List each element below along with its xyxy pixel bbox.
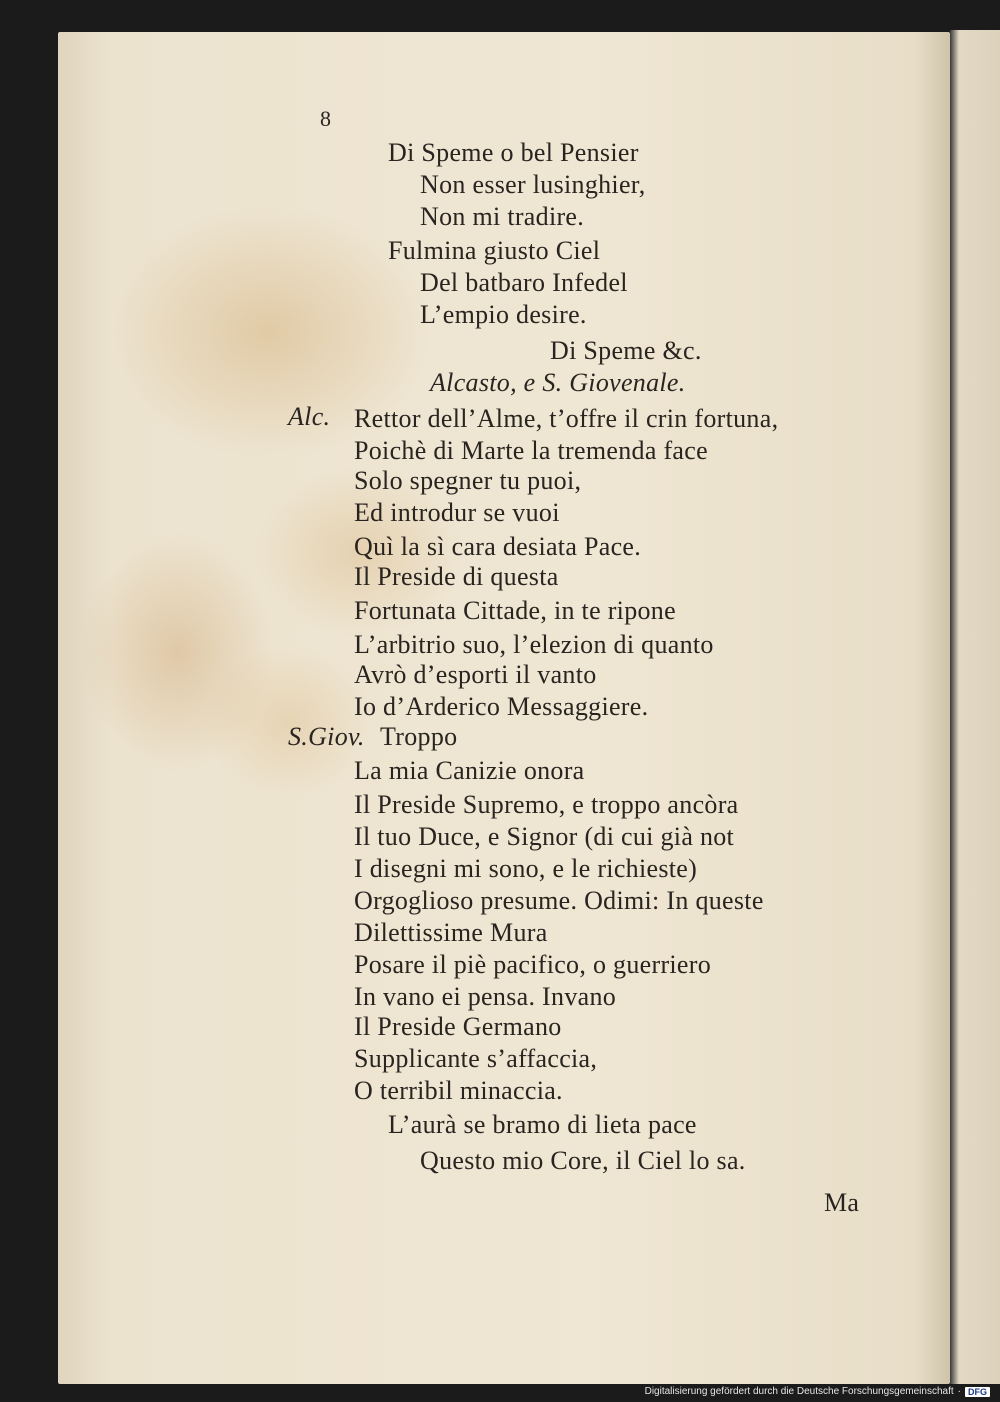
verse-line-21: Il Preside Supremo, e troppo ancòra [354,790,739,819]
verse-line-28: Il Preside Germano [354,1012,562,1041]
dfg-logo-icon: DFG [965,1387,990,1397]
credit-separator: · [957,1386,961,1397]
speaker-label: S.Giov. [288,722,365,751]
verse-line-10: Poichè di Marte la tremenda face [354,436,708,465]
digitization-credit [645,1386,990,1397]
verse-line-3: Non mi tradire. [420,202,585,231]
verse-line-14: Il Preside di questa [354,562,559,591]
scene-heading: Alcasto, e S. Giovenale. [430,368,686,397]
verse-line-7: Di Speme &c. [550,336,702,365]
verse-line-1: Di Speme o bel Pensier [388,138,639,167]
verse-line-19: Troppo [380,722,458,751]
verse-line-9: Rettor dell’Alme, t’offre il crin fortuna, [354,404,779,433]
verse-line-25: Dilettissime Mura [354,918,548,947]
verse-line-13: Quì la sì cara desiata Pace. [354,532,642,561]
verse-line-29: Supplicante s’affaccia, [354,1044,598,1073]
catchword: Ma [824,1188,860,1217]
verse-line-4: Fulmina giusto Ciel [388,236,601,265]
verse-line-11: Solo spegner tu puoi, [354,466,582,495]
verse-line-32: Questo mio Core, il Ciel lo sa. [420,1146,746,1175]
speaker-label: Alc. [288,402,331,431]
verse-line-26: Posare il piè pacifico, o guerriero [354,950,712,979]
verse-line-27: In vano ei pensa. Invano [354,982,617,1011]
verse-line-5: Del batbaro Infedel [420,268,628,297]
verse-line-22: Il tuo Duce, e Signor (di cui già not [354,822,735,851]
verse-line-20: La mia Canizie onora [354,756,585,785]
verse-line-30: O terribil minaccia. [354,1076,563,1105]
verse-line-17: Avrò d’esporti il vanto [354,660,597,689]
verse-line-2: Non esser lusinghier, [420,170,646,199]
verse-line-12: Ed introdur se vuoi [354,498,560,527]
credit-text: Digitalisierung gefördert durch die Deutsche Forschungsgemeinschaft [644,1386,954,1397]
book-page [58,32,950,1384]
verse-line-31: L’aurà se bramo di lieta pace [388,1110,697,1139]
adjacent-page-edge [950,30,1000,1384]
verse-line-15: Fortunata Cittade, in te ripone [354,596,676,625]
page-number: 8 [320,106,331,131]
verse-line-24: Orgoglioso presume. Odimi: In queste [354,886,764,915]
verse-line-6: L’empio desire. [420,300,587,329]
verse-line-16: L’arbitrio suo, l’elezion di quanto [354,630,714,659]
verse-line-23: I disegni mi sono, e le richieste) [354,854,698,883]
verse-line-18: Io d’Arderico Messaggiere. [354,692,649,721]
